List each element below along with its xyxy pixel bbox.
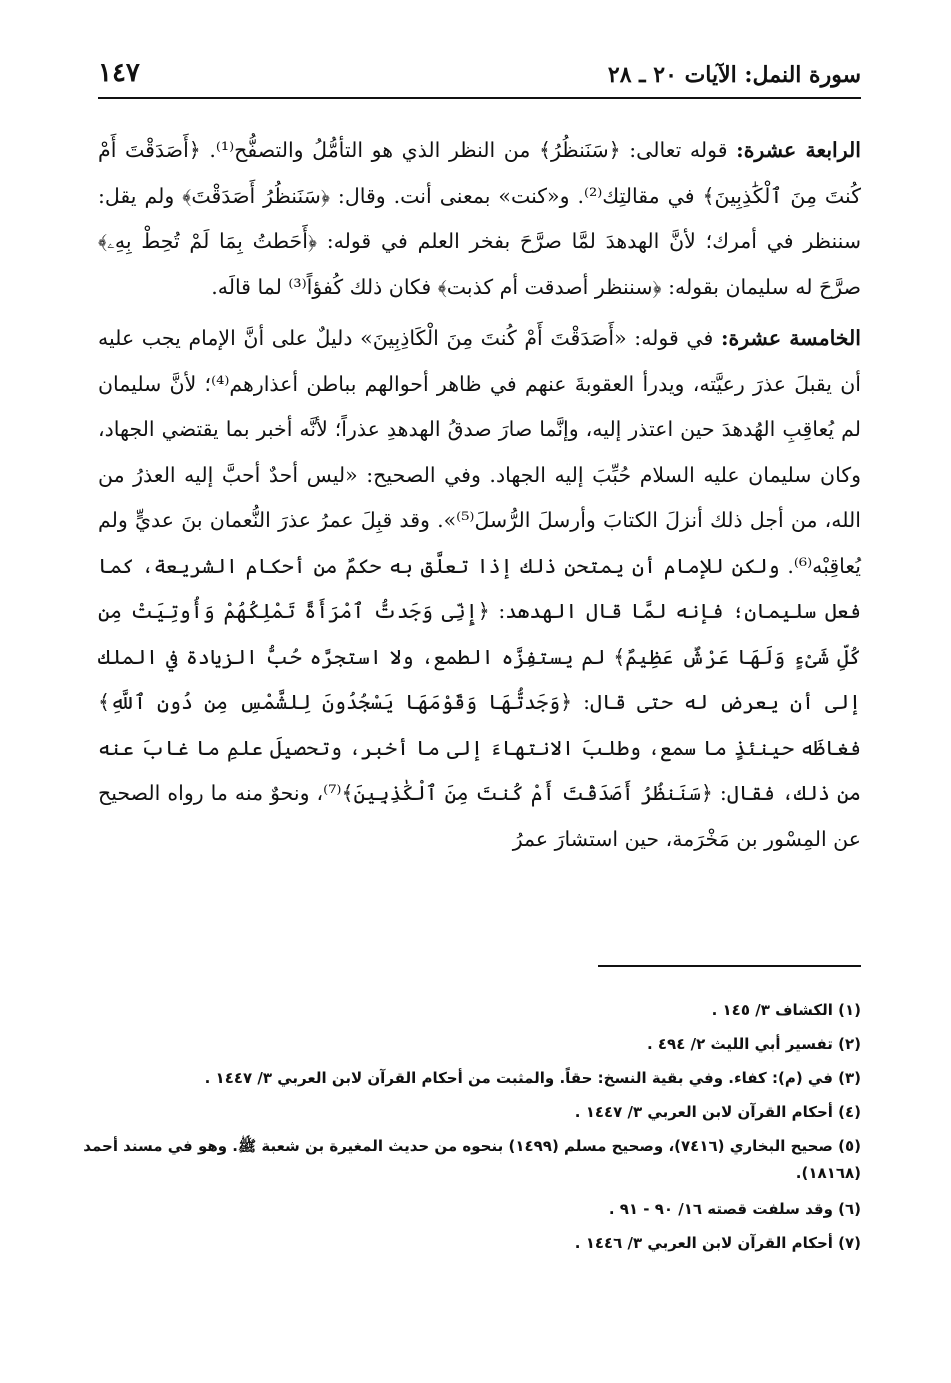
running-title: سورة النمل: الآيات ٢٠ ـ ٢٨ [607, 62, 861, 88]
footnote-1: (١) الكشاف ٣/ ١٤٥ . [711, 1001, 861, 1019]
paragraph-heading: الرابعة عشرة: [736, 138, 862, 162]
footnotes [80, 993, 861, 1260]
footnote-5: (٥) صحيح البخاري (٧٤١٦)، وصحيح مسلم (١٤٩٩) بنحوه من حديث المغيرة بن شعبة ﷺ. وهو في مسند أحمد (١٨١٦٨). [83, 1137, 861, 1182]
footnote-2: (٢) تفسير أبي الليث ٢/ ٤٩٤ . [646, 1035, 861, 1053]
footnote-7: (٧) أحكام القرآن لابن العربي ٣/ ١٤٤٦ . [574, 1234, 861, 1252]
paragraph-fourteenth [98, 128, 861, 310]
header-rule [98, 97, 861, 99]
footnote-3: (٣) في (م): كفاء. وفي بقية النسخ: حقاً. والمثبت من أحكام القرآن لابن العربي ٣/ ١٤٤٧ . [204, 1069, 861, 1087]
page-number: ١٤٧ [98, 58, 140, 88]
paragraph-fifteenth [98, 316, 861, 862]
main-text [98, 128, 861, 868]
page-header [98, 58, 861, 94]
footnote-separator [598, 965, 861, 967]
paragraph-text: قوله تعالى: ﴿سَنَنظُرُ﴾ من النظر الذي هو التأمُّلُ والتصفُّح⁽¹⁾. ﴿أَصَدَقْتَ أَمْ كُنتَ مِنَ ٱلْكَٰذِبِينَ﴾ في مقالتِك⁽²⁾. و«كنت» بمعنى أنت. وقال: ﴿سَنَنظُرُ أَصَدَقْتَ﴾ ولم يقل: سننظر في أمرك؛ لأنَّ الهدهدَ لمَّا صرَّحَ بفخر العلم في قوله: ﴿أَحَطتُ بِمَا لَمْ تُحِطْ بِهِۦ﴾ صرَّحَ له سليمان بقوله: ﴿سننظر أصدقت أم كذبت﴾ فكان ذلك كُفؤاً⁽³⁾ لما قالَه. [98, 138, 861, 299]
footnote-4: (٤) أحكام القرآن لابن العربي ٣/ ١٤٤٧ . [574, 1103, 861, 1121]
footnote-6: (٦) وقد سلفت قصته ١٦/ ٩٠ - ٩١ . [608, 1200, 861, 1218]
paragraph-text: في قوله: «أَصَدَقْتَ أَمْ كُنتَ مِنَ الْكَاذِبِينَ» دليلٌ على أنَّ الإمام يجب عليه أن يقبلَ عذرَ رعيَّته، ويدرأ العقوبةَ عنهم في ظاهر أحوالهم بباطن أعذارهم⁽⁴⁾؛ لأنَّ سليمان لم يُعاقِبِ الهُدهدَ حين اعتذر إليه، وإنَّما صارَ صدقُ الهدهدِ عذراً؛ لأنَّه أخبر بما يقتضي الجهاد، وكان سليمان عليه السلام حُبِّبَ إليه الجهاد. وفي الصحيح: «ليس أحدٌ أحبَّ إليه العذرُ من الله، من أجل ذلك أنزلَ الكتابَ وأرسلَ الرُّسلَ⁽⁵⁾». وقد قبِلَ عمرُ عذرَ النُّعمان بنَ عديٍّ ولم يُعاقِبْه⁽⁶⁾. ولكن للإمام أن يمتحن ذلك إذا تعلَّق به حكمٌ من أحكام الشريعة، كما فعل سليمان؛ فإنه لمَّا قال الهدهد: ﴿إِنِّى وَجَدتُّ ٱمْرَأَةً تَمْلِكُهُمْ وَأُوتِيَتْ مِن كُلِّ شَىْءٍ وَلَهَا عَرْشٌ عَظِيمٌ﴾ لم يستفِزَّه الطمع، ولا استجرَّه حُبُّ الزيادة في الملك إلى أن يعرض له حتى قال: ﴿وَجَدتُّهَا وَقَوْمَهَا يَسْجُدُونَ لِلشَّمْسِ مِن دُونِ ٱللَّهِ﴾ فغاظَه حينئذٍ ما سمع، وطلبَ الانتهاءَ إلى ما أخبر، وتحصيلَ علمِ ما غابَ عنه من ذلك، فقال: ﴿سَنَنظُرُ أَصَدَقْتَ أَمْ كُنتَ مِنَ ٱلْكَٰذِبِينَ﴾⁽⁷⁾، ونحوٌ منه ما رواه الصحيح عن المِسْور بن مَخْرَمة، حين استشارَ عمرُ [98, 326, 861, 851]
paragraph-heading: الخامسة عشرة: [720, 326, 861, 350]
